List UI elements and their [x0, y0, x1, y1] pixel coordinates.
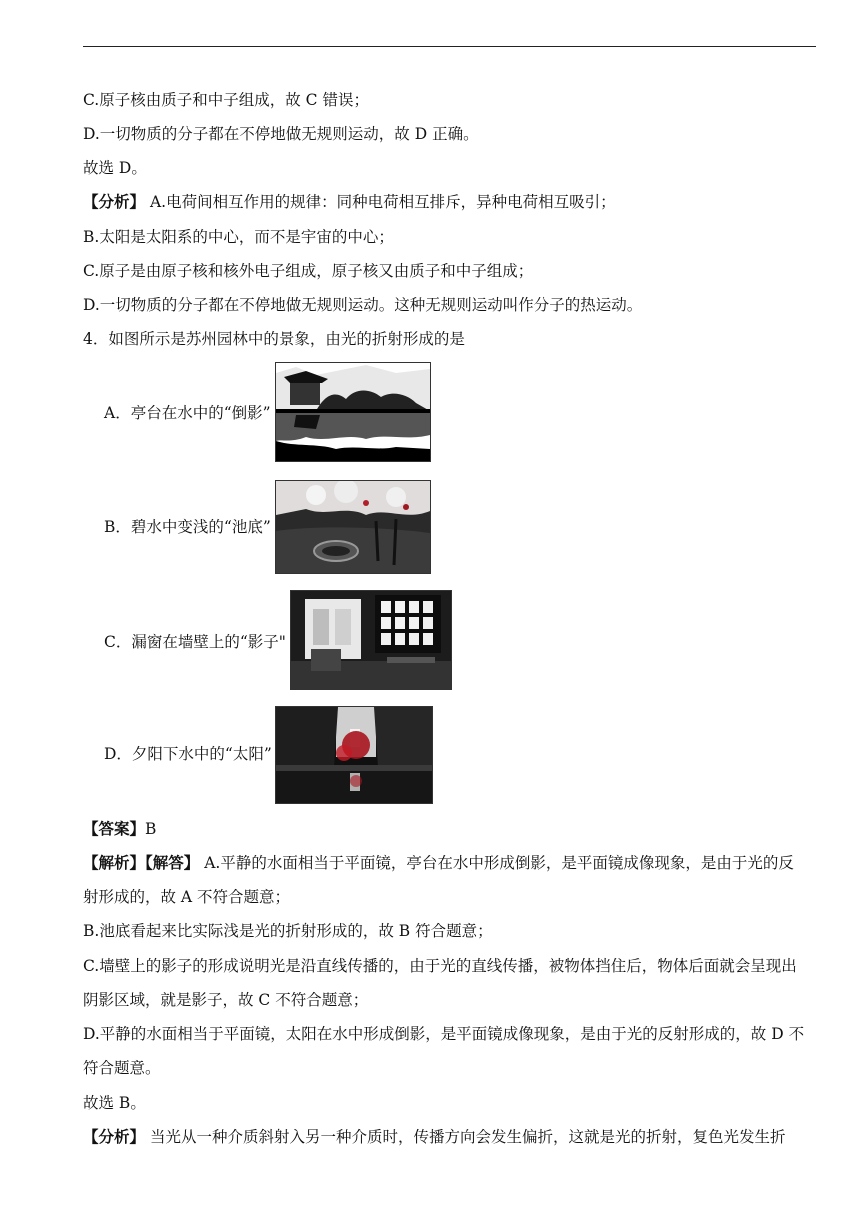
option-d-label: D．夕阳下水中的“太阳” [104, 745, 272, 763]
fenxi-text: 当光从一种介质斜射入另一种介质时，传播方向会发生偏折，这就是光的折射，复色光发生折 [145, 1128, 786, 1146]
text-line: B.池底看起来比实际浅是光的折射形成的，故 B 符合题意； [83, 922, 493, 940]
question-stem: 4．如图所示是苏州园林中的景象，由光的折射形成的是 [83, 330, 465, 348]
analysis-tag: 【解析】【解答】 [83, 853, 200, 872]
text-line: 射形成的，故 A 不符合题意； [83, 888, 291, 906]
text-line: D.平静的水面相当于平面镜，太阳在水中形成倒影，是平面镜成像现象，是由于光的反射形成的，故 D 不 [83, 1025, 805, 1043]
text-line: 阴影区域，就是影子，故 C 不符合题意； [83, 991, 369, 1009]
analysis-line [83, 192, 616, 212]
analysis-tag: 【分析】 [83, 192, 146, 211]
option-b-label: B．碧水中变浅的“池底” [104, 518, 271, 536]
analysis-line [83, 853, 794, 873]
option-b-image [275, 480, 431, 574]
answer-line [83, 819, 156, 839]
option-c-label: C．漏窗在墙壁上的“影子" [104, 633, 286, 651]
text-line: 符合题意。 [83, 1059, 161, 1077]
option-a-label: A．亭台在水中的“倒影” [104, 404, 271, 422]
header-rule [83, 46, 816, 47]
text-line: C.原子是由原子核和核外电子组成，原子核又由质子和中子组成； [83, 262, 534, 280]
analysis-text: A.电荷间相互作用的规律：同种电荷相互排斥，异种电荷相互吸引； [145, 193, 616, 211]
text-line: C.墙壁上的影子的形成说明光是沿直线传播的，由于光的直线传播，被物体挡住后，物体后面就会呈现出 [83, 957, 797, 975]
text-line: B.太阳是太阳系的中心，而不是宇宙的中心； [83, 228, 394, 246]
text-line: C.原子核由质子和中子组成，故 C 错误； [83, 91, 369, 109]
fenxi-tag: 【分析】 [83, 1127, 146, 1146]
text-line: 故选 B。 [83, 1094, 146, 1112]
option-d-image [275, 706, 433, 804]
option-c-image [290, 590, 452, 690]
fenxi-line [83, 1127, 785, 1147]
option-a-image [275, 362, 431, 462]
text-line: D.一切物质的分子都在不停地做无规则运动，故 D 正确。 [83, 125, 479, 143]
analysis-text: A.平静的水面相当于平面镜，亭台在水中形成倒影，是平面镜成像现象，是由于光的反 [199, 854, 794, 872]
answer-value: B [145, 820, 157, 838]
answer-tag: 【答案】 [83, 819, 146, 838]
text-line: 故选 D。 [83, 159, 147, 177]
text-line: D.一切物质的分子都在不停地做无规则运动。这种无规则运动叫作分子的热运动。 [83, 296, 643, 314]
